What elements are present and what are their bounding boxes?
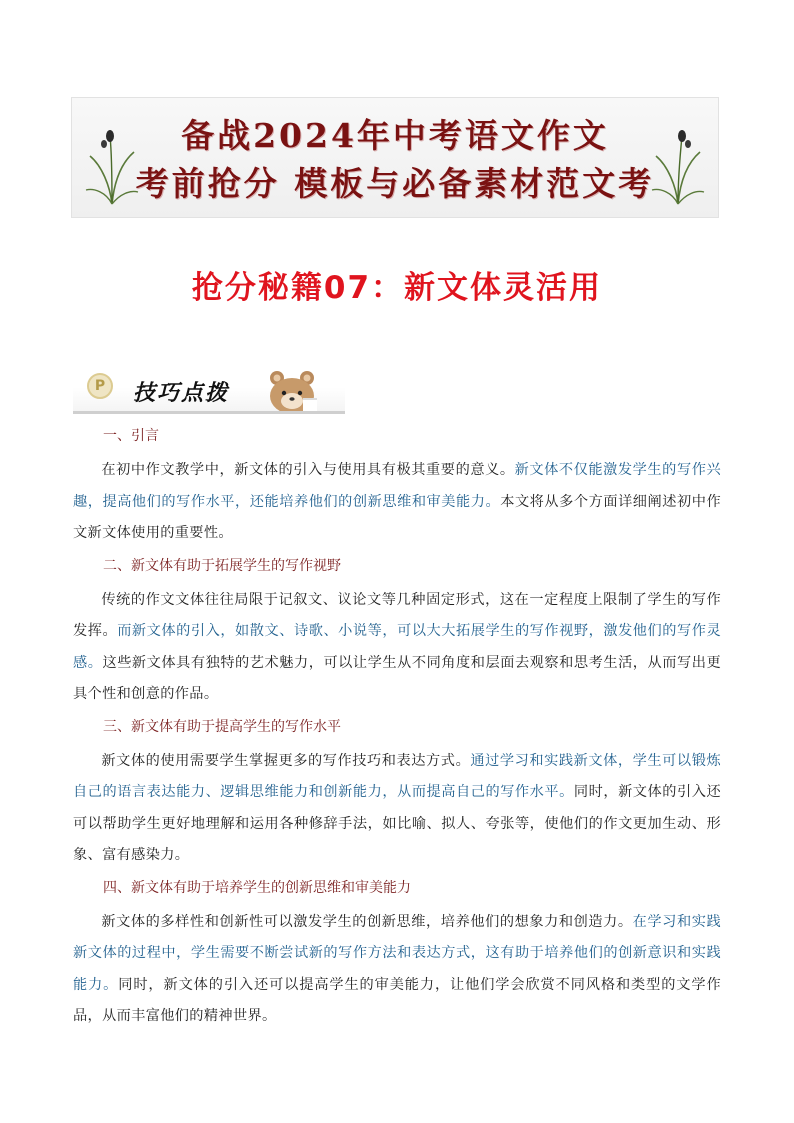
section-heading: 三、新文体有助于提高学生的写作水平	[103, 718, 341, 735]
article-body	[73, 426, 721, 1039]
section-1	[73, 426, 721, 550]
section-paragraph	[73, 746, 721, 872]
section-heading: 二、新文体有助于拓展学生的写作视野	[103, 557, 341, 574]
banner-title-line1: 备战2024年中考语文作文	[181, 116, 609, 155]
tips-label: 技巧点拨	[133, 381, 230, 406]
text-run: 新文体的多样性和创新性可以激发学生的创新思维，培养他们的想象力和创造力。	[101, 913, 633, 930]
text-run: 同时，新文体的引入还可以提高学生的审美能力，让他们学会欣赏不同风格和类型的文学作品，从而丰富他们的精神世界。	[73, 976, 721, 1024]
tips-underline	[73, 411, 345, 414]
text-run: 本文将从多个方面详细阐述初中作文新文体使用的重要性。	[73, 493, 721, 541]
text-run: 这些新文体具有独特的艺术魅力，可以让学生从不同角度和层面去观察和思考生活，从而写出更具个性和创意的作品。	[73, 654, 722, 702]
section-paragraph	[73, 907, 721, 1033]
section-paragraph	[73, 455, 721, 550]
banner-title-line2: 考前抢分 模板与必备素材范文考	[135, 164, 655, 203]
section-heading: 一、引言	[103, 428, 159, 444]
section-4	[73, 878, 721, 1033]
highlight-run: 在学习和实践新文体的过程中，学生需要不断尝试新的写作方法和表达方式，这有助于培养他们的创新意识和实践能力。	[73, 913, 721, 993]
section-paragraph	[73, 585, 721, 711]
page-title: 抢分秘籍07：新文体灵活用	[191, 270, 603, 306]
section-2	[73, 556, 721, 711]
text-run: 新文体的使用需要学生掌握更多的写作技巧和表达方式。	[101, 752, 471, 769]
section-heading: 四、新文体有助于培养学生的创新思维和审美能力	[103, 879, 411, 896]
header-banner	[71, 97, 719, 218]
text-run: 传统的作文文体往往局限于记叙文、议论文等几种固定形式，这在一定程度上限制了学生的写作发挥。	[73, 591, 721, 639]
tips-section-header	[73, 366, 345, 414]
p-coin-icon: P	[87, 373, 113, 399]
section-3	[73, 717, 721, 872]
highlight-run: 新文体不仅能激发学生的写作兴趣，提高他们的写作水平，还能培养他们的创新思维和审美能力。	[73, 462, 721, 510]
orchid-icon	[650, 126, 706, 206]
text-run: 同时，新文体的引入还可以帮助学生更好地理解和运用各种修辞手法，如比喻、拟人、夸张等，使他们的作文更加生动、形象、富有感染力。	[73, 784, 721, 863]
highlight-run: 而新文体的引入，如散文、诗歌、小说等，可以大大拓展学生的写作视野，激发他们的写作灵感。	[73, 623, 721, 671]
text-run: 在初中作文教学中，新文体的引入与使用具有极其重要的意义。	[101, 462, 515, 478]
highlight-run: 通过学习和实践新文体，学生可以锻炼自己的语言表达能力、逻辑思维能力和创新能力，从而提高自己的写作水平。	[73, 752, 721, 800]
bear-icon	[263, 368, 323, 414]
